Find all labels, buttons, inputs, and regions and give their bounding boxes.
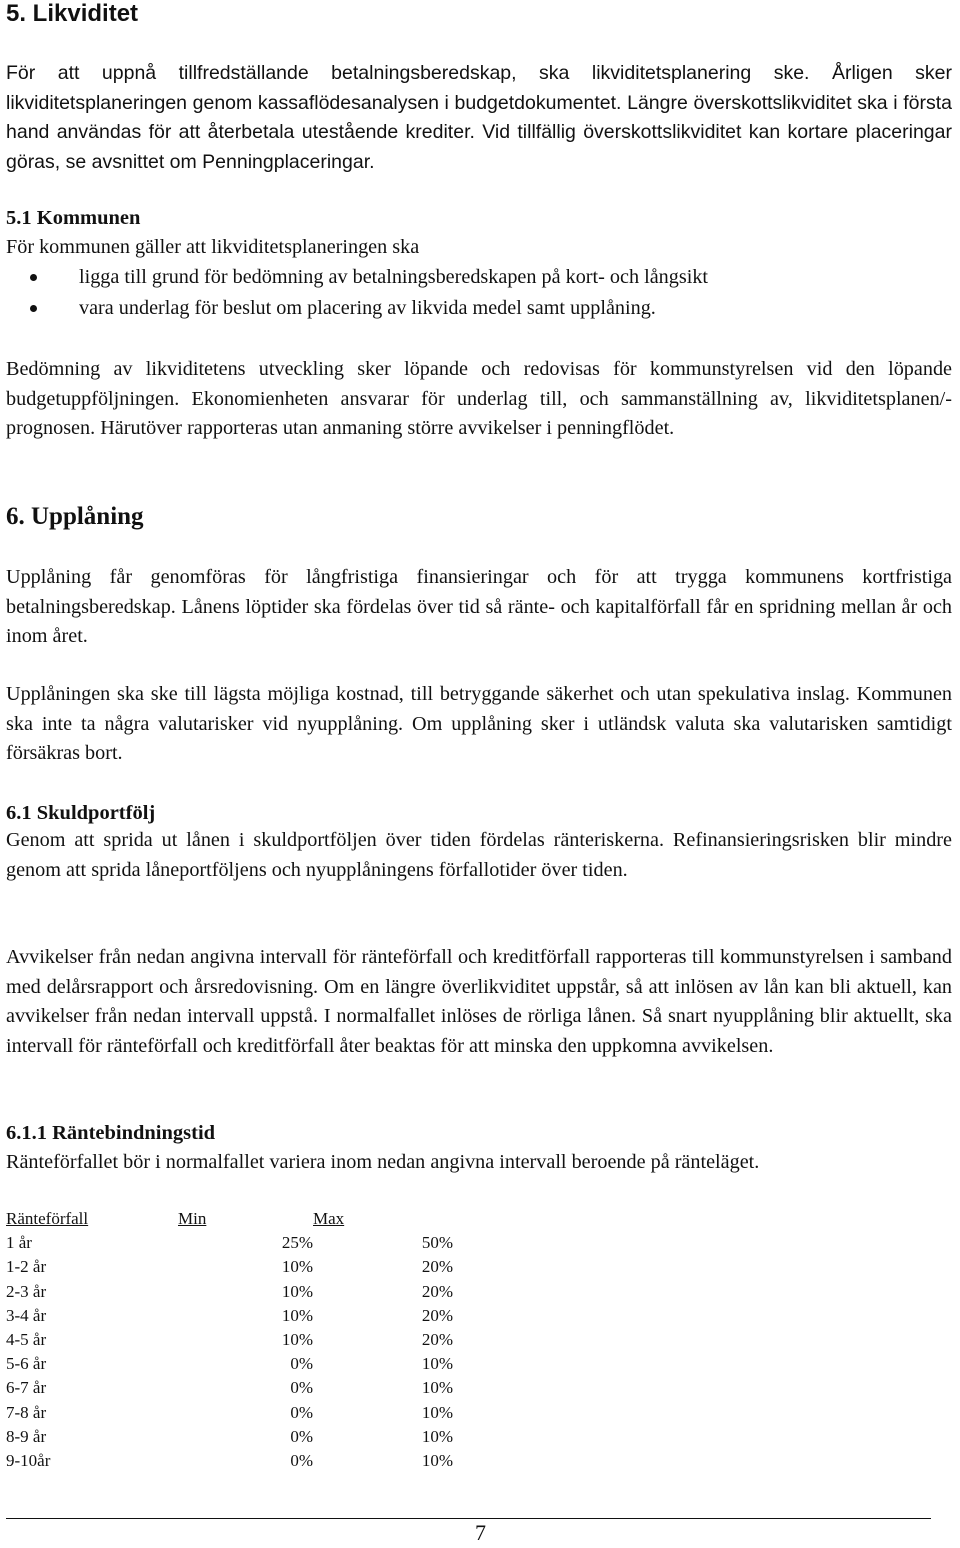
cell-period [6, 1304, 166, 1328]
cell-max-text: 10% [421, 1402, 453, 1422]
table-row [6, 1328, 453, 1352]
cell-period [6, 1401, 166, 1425]
cell-period-text: 5-6 år [6, 1354, 47, 1374]
column-header-max: Max [313, 1209, 345, 1229]
cell-period-text: 4-5 år [6, 1330, 47, 1350]
paragraph-skuldportfolj-1 [6, 826, 952, 885]
cell-period-text: 7-8 år [6, 1402, 47, 1422]
cell-max [313, 1304, 453, 1328]
cell-max [313, 1376, 453, 1400]
cell-min-text: 25% [281, 1233, 313, 1253]
cell-min [166, 1376, 313, 1400]
cell-max-text: 10% [421, 1450, 453, 1470]
cell-max-text: 20% [421, 1281, 453, 1301]
table-row [6, 1401, 453, 1425]
cell-max [313, 1352, 453, 1376]
list-item [6, 262, 952, 293]
cell-period [6, 1425, 166, 1449]
cell-min-text: 10% [281, 1257, 313, 1277]
cell-min-text: 0% [290, 1450, 313, 1470]
cell-min [166, 1328, 313, 1352]
paragraph-text: Ränteförfallet bör i normalfallet variera inom nedan angivna intervall beroende på ränteläget. [6, 1151, 760, 1173]
cell-min [166, 1449, 313, 1473]
cell-min [166, 1255, 313, 1279]
paragraph-rantebindningstid [6, 1148, 952, 1178]
rantebindning-table [6, 1207, 453, 1473]
paragraph-bedomning [6, 355, 952, 444]
cell-max-text: 50% [421, 1233, 453, 1253]
cell-period-text: 1 år [6, 1233, 32, 1253]
bullet-icon [30, 305, 37, 312]
cell-max [313, 1231, 453, 1255]
cell-min [166, 1425, 313, 1449]
cell-max-text: 20% [421, 1305, 453, 1325]
cell-period [6, 1328, 166, 1352]
cell-max [313, 1255, 453, 1279]
cell-min [166, 1401, 313, 1425]
table-row [6, 1255, 453, 1279]
cell-period-text: 8-9 år [6, 1426, 47, 1446]
footer-divider [6, 1518, 931, 1519]
paragraph-skuldportfolj-2 [6, 943, 952, 1061]
cell-max-text: 10% [421, 1426, 453, 1446]
paragraph-text: För att uppnå tillfredställande betalningsberedskap, ska likviditetsplanering ske. Årligen sker likviditetsplaneringen genom kassaflödesanalysen i budgetdokumentet. Längre överskottslikviditet ska i första hand användas för att återbetala utestående krediter. Vid tillfällig överskottslikviditet kan kortare placeringar göras, se avsnittet om Penningplaceringar. [6, 62, 952, 173]
cell-period [6, 1449, 166, 1473]
paragraph-text: Genom att sprida ut lånen i skuldportföljen över tiden fördelas ränteriskerna. Refinansieringsrisken blir mindre genom att sprida låneportföljens och nyupplåningens förfallotider över tiden. [6, 829, 952, 881]
cell-max-text: 20% [421, 1257, 453, 1277]
cell-min-text: 10% [281, 1330, 313, 1350]
cell-min-text: 0% [290, 1426, 313, 1446]
cell-period-text: 9-10år [6, 1450, 51, 1470]
paragraph-text: Avvikelser från nedan angivna intervall för ränteförfall och kreditförfall rapporteras till kommunstyrelsen i samband med delårsrapport och årsredovisning. Om en längre överlikviditet uppstår, så att inlösen av lån kan bli aktuell, kan avvikelser från nedan intervall uppstå. I normalfallet inlöses de rörliga lånen. Så snart nyupplåning blir aktuellt, ska intervall för ränteförfall och kreditförfall åter beaktas för att minska den uppkomna avvikelsen. [6, 946, 952, 1057]
paragraph-upplaning-1 [6, 563, 952, 652]
cell-period-text: 2-3 år [6, 1281, 47, 1301]
cell-min-text: 0% [290, 1402, 313, 1422]
paragraph-text: Bedömning av likviditetens utveckling sker löpande och redovisas för kommunstyrelsen vid den löpande budgetuppföljningen. Ekonomienheten ansvarar för underlag till, och sammanställning av, likviditetsplanen/-prognosen. Härutöver rapporteras utan anmaning större avvikelser i penningflödet. [6, 358, 952, 439]
cell-max-text: 10% [421, 1354, 453, 1374]
table-row [6, 1304, 453, 1328]
bullet-icon [30, 274, 37, 281]
table-row [6, 1425, 453, 1449]
cell-period-text: 1-2 år [6, 1257, 47, 1277]
paragraph-kommunen-intro [6, 233, 952, 263]
cell-period-text: 6-7 år [6, 1378, 47, 1398]
cell-period [6, 1255, 166, 1279]
cell-max [313, 1401, 453, 1425]
table-header-row [6, 1207, 453, 1231]
cell-period-text: 3-4 år [6, 1305, 47, 1325]
cell-max-text: 10% [421, 1378, 453, 1398]
paragraph-text: Upplåningen ska ske till lägsta möjliga kostnad, till betryggande säkerhet och utan spekulativa inslag. Kommunen ska inte ta några valutarisker vid nyupplåning. Om upplåning sker i utländsk valuta ska valutarisken samtidigt försäkras bort. [6, 683, 952, 764]
cell-max [313, 1425, 453, 1449]
table-row [6, 1376, 453, 1400]
page-number: 7 [475, 1520, 486, 1545]
list-item-text: ligga till grund för bedömning av betalningsberedskapen på kort- och långsikt [79, 266, 709, 288]
paragraph-likviditet [6, 59, 952, 177]
cell-min [166, 1280, 313, 1304]
list-item-text: vara underlag för beslut om placering av likvida medel samt upplåning. [79, 297, 656, 319]
paragraph-upplaning-2 [6, 680, 952, 769]
cell-min-text: 0% [290, 1354, 313, 1374]
cell-min-text: 10% [281, 1281, 313, 1301]
cell-max [313, 1328, 453, 1352]
table-row [6, 1352, 453, 1376]
subsection-heading-kommunen: 5.1 Kommunen [6, 207, 141, 229]
column-header-rantefoerfall: Ränteförfall [6, 1209, 89, 1229]
table-row [6, 1449, 453, 1473]
cell-min-text: 10% [281, 1305, 313, 1325]
subsection-heading-rantebindningstid: 6.1.1 Räntebindningstid [6, 1122, 216, 1144]
table-row [6, 1231, 453, 1255]
cell-period [6, 1352, 166, 1376]
cell-period [6, 1231, 166, 1255]
section-heading-upplaning: 6. Upplåning [6, 503, 144, 530]
cell-max [313, 1280, 453, 1304]
cell-max-text: 20% [421, 1330, 453, 1350]
cell-max [313, 1449, 453, 1473]
paragraph-text: Upplåning får genomföras för långfristiga finansieringar och för att trygga kommunens kortfristiga betalningsberedskap. Lånens löptider ska fördelas över tid så ränte- och kapitalförfall får en spridning mellan år och inom året. [6, 566, 952, 647]
subsection-heading-skuldportfolj: 6.1 Skuldportfölj [6, 802, 156, 824]
cell-min-text: 0% [290, 1378, 313, 1398]
cell-min [166, 1304, 313, 1328]
bullet-list [6, 262, 952, 324]
cell-period [6, 1376, 166, 1400]
cell-min [166, 1352, 313, 1376]
cell-min [166, 1231, 313, 1255]
paragraph-text: För kommunen gäller att likviditetsplaneringen ska [6, 236, 420, 258]
table-row [6, 1280, 453, 1304]
list-item [6, 293, 952, 324]
column-header-min: Min [178, 1209, 207, 1229]
cell-period [6, 1280, 166, 1304]
section-heading-likviditet: 5. Likviditet [6, 0, 139, 27]
